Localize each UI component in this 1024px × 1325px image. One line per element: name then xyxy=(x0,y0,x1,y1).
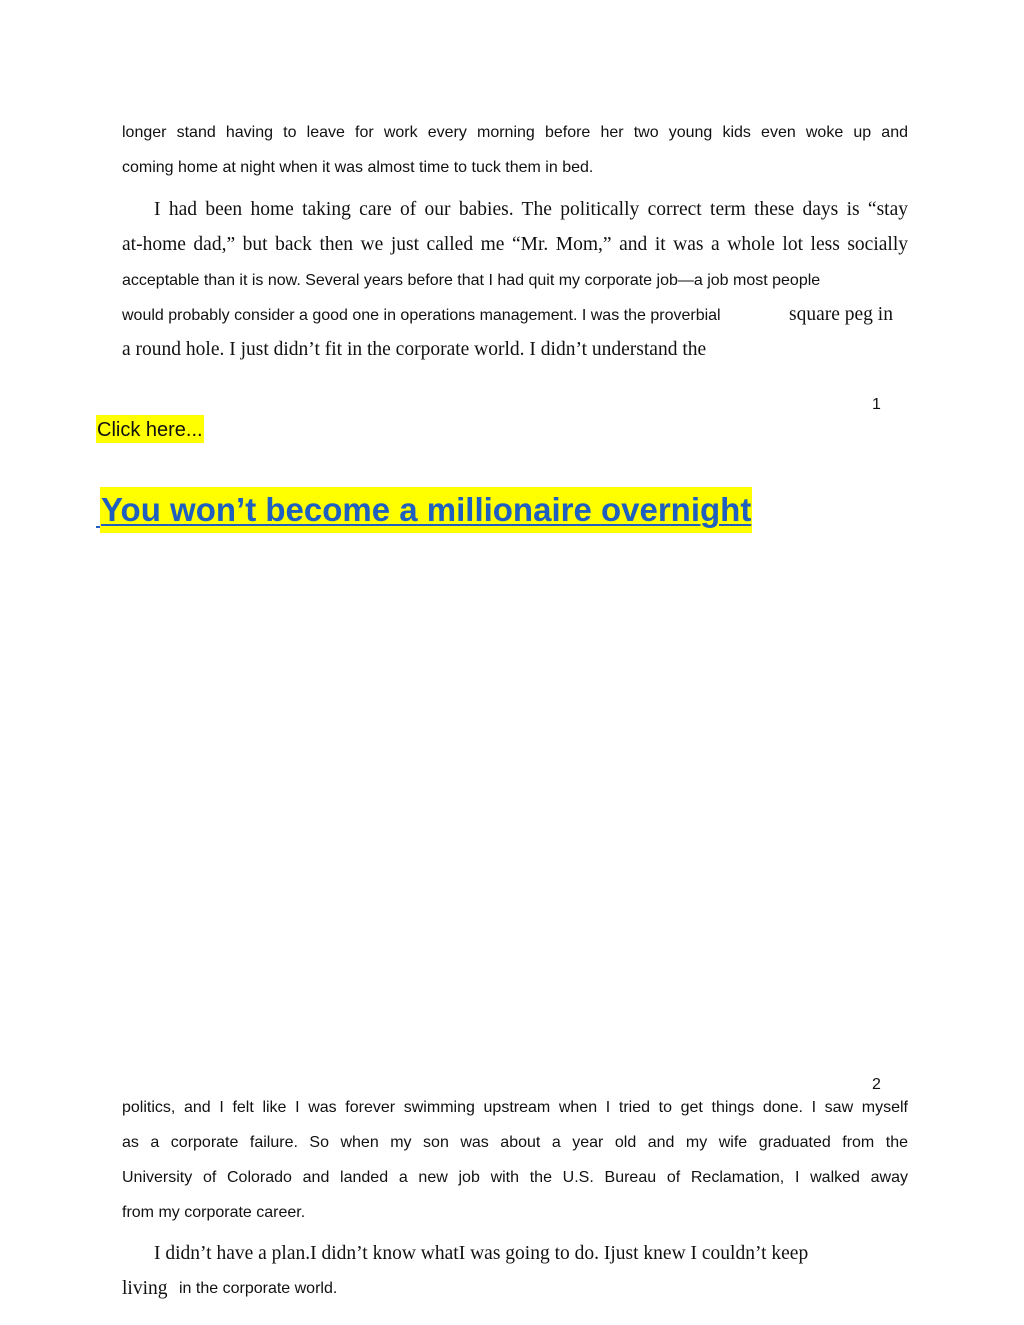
page1-line-6b: square peg in xyxy=(789,304,893,325)
page1-line-4: at-home dad,” but back then we just called me “Mr. Mom,” and it was a whole lot less socially xyxy=(122,234,908,255)
page2-line-5: I didn’t have a plan.I didn’t know whatI was going to do. Ijust knew I couldn’t keep xyxy=(154,1243,809,1264)
page2-line-6a: living xyxy=(122,1278,168,1299)
page-number-2: 2 xyxy=(872,1076,881,1093)
page2-line-3: University of Colorado and landed a new job with the U.S. Bureau of Reclamation, I walked away xyxy=(122,1169,908,1186)
page2-line-4: from my corporate career. xyxy=(122,1204,306,1221)
page1-line-3: I had been home taking care of our babies. The politically correct term these days is “stay xyxy=(154,199,908,220)
click-here-link[interactable]: Click here... xyxy=(96,415,204,443)
page1-line-5: acceptable than it is now. Several years before that I had quit my corporate job—a job most people xyxy=(122,272,821,289)
page2-line-6b: in the corporate world. xyxy=(179,1280,338,1297)
page1-line-7: a round hole. I just didn’t fit in the corporate world. I didn’t understand the xyxy=(122,339,707,360)
page1-line-1: longer stand having to leave for work every morning before her two young kids even woke up and xyxy=(122,124,908,141)
page1-line-2: coming home at night when it was almost time to tuck them in bed. xyxy=(122,159,594,176)
page1-line-6a: would probably consider a good one in operations management. I was the proverbial xyxy=(122,307,721,324)
page2-line-2: as a corporate failure. So when my son was about a year old and my wife graduated from the xyxy=(122,1134,908,1151)
millionaire-headline-link[interactable]: You won’t become a millionaire overnight xyxy=(100,487,752,533)
page2-line-1: politics, and I felt like I was forever swimming upstream when I tried to get things done. I saw myself xyxy=(122,1099,908,1116)
page-number-1: 1 xyxy=(872,396,881,413)
